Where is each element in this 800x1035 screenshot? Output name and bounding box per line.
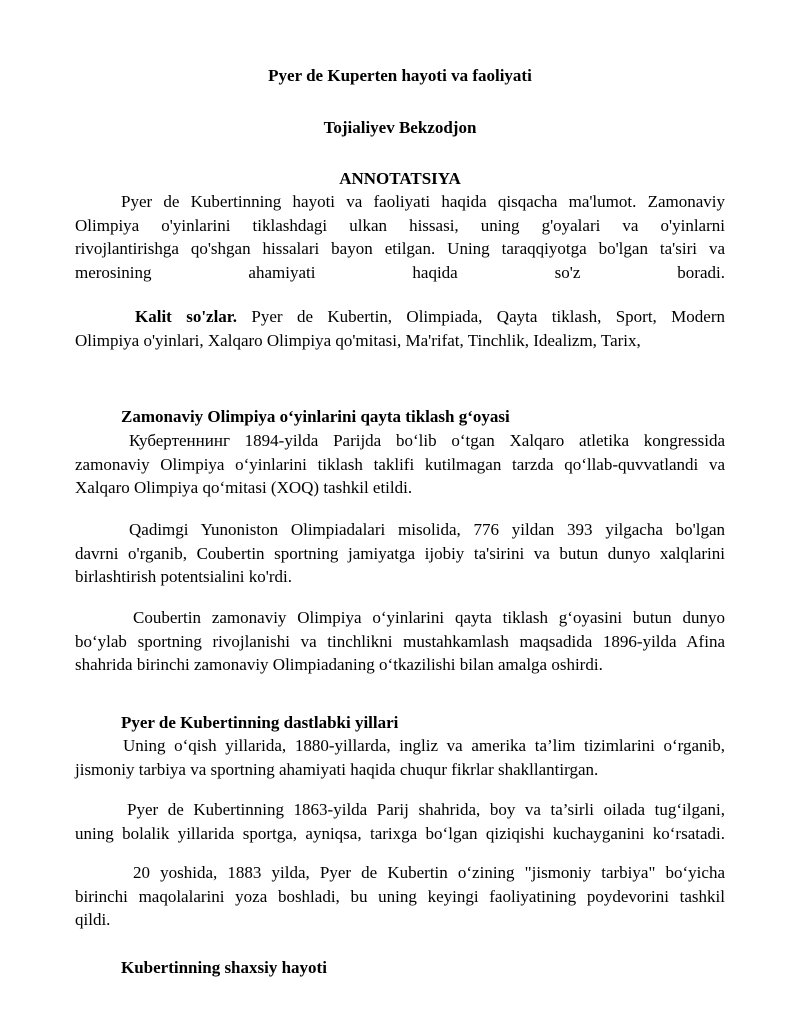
paragraph-line: birinchi maqolalarini yoza boshladi, bu uning keyingi faoliyatining poydevorini tashkil (75, 886, 725, 906)
section2-paragraph-2 (75, 798, 725, 845)
annotation-heading: ANNOTATSIYA (339, 169, 461, 188)
section1-paragraph-1 (75, 429, 725, 500)
section-heading-early-years: Pyer de Kubertinning dastlabki yillari (121, 713, 399, 732)
section2-paragraph-3 (75, 861, 725, 932)
paragraph-line: bo‘ylab sportning rivojlanishi va tinchlikni mustahkamlash maqsadida 1896-yilda Afina (75, 631, 725, 651)
paragraph-line: Qadimgi Yunoniston Olimpiadalari misolida, 776 yildan 393 yilgacha bo'lgan (129, 520, 725, 539)
paragraph-line: Xalqaro Olimpiya qo‘mitasi (XOQ) tashkil etildi. (75, 478, 413, 497)
annotation-line: Pyer de Kubertinning hayoti va faoliyati haqida qisqacha ma'lumot. Zamonaviy (121, 192, 725, 211)
section1-paragraph-2 (75, 518, 725, 589)
annotation-line: rivojlantirishga qo'shgan hissalari bayon etilgan. Uning taraqqiyotga bo'lgan ta'siri va (75, 239, 725, 258)
section-heading-olympic-revival: Zamonaviy Olimpiya o‘yinlarini qayta tiklash g‘oyasi (121, 407, 510, 426)
keywords-label: Kalit so'zlar. (135, 307, 238, 326)
section2-paragraph-1 (75, 734, 725, 781)
paragraph-line: birlashtirish potentsialini ko'rdi. (75, 567, 292, 586)
paragraph-line: Uning o‘qish yillarida, 1880-yillarda, ingliz va amerika ta’lim tizimlarini o‘rganib, (123, 736, 725, 755)
paragraph-line: Coubertin zamonaviy Olimpiya o‘yinlarini qayta tiklash g‘oyasini butun dunyo (133, 608, 725, 627)
paragraph-line: Pyer de Kubertinning 1863-yilda Parij shahrida, boy va ta’sirli oilada tug‘ilgani, (127, 800, 725, 819)
paragraph-line: uning bolalik yillarida sportga, ayniqsa, tarixga bo‘lgan qiziqishi kuchayganini ko‘rsatadi. (75, 823, 725, 843)
paragraph-line: 20 yoshida, 1883 yilda, Pyer de Kubertin o‘zining "jismoniy tarbiya" bo‘yicha (133, 863, 725, 882)
paragraph-line: davrni o'rganib, Coubertin sportning jamiyatga ijobiy ta'sirini va butun dunyo xalqlarini (75, 543, 725, 563)
paragraph-line: zamonaviy Olimpiya o‘yinlarini tiklash taklifi kutilmagan tarzda qo‘llab-quvvatlandi va (75, 454, 725, 474)
document-title: Pyer de Kuperten hayoti va faoliyati (268, 66, 532, 85)
keywords-line (75, 305, 725, 329)
section1-paragraph-3 (75, 606, 725, 677)
paragraph-line: jismoniy tarbiya va sportning ahamiyati haqida chuqur fikrlar shakllantirgan. (75, 759, 599, 779)
keywords-text: Pyer de Kubertin, Olimpiada, Qayta tiklash, Sport, Modern (251, 307, 725, 326)
annotation-paragraph (75, 190, 725, 284)
paragraph-line: shahrida birinchi zamonaviy Olimpiadaning o‘tkazilishi bilan amalga oshirdi. (75, 655, 603, 674)
author-name: Tojialiyev Bekzodjon (323, 118, 477, 137)
paragraph-line: qildi. (75, 910, 111, 929)
paragraph-line: Кубертеннинг 1894-yilda Parijda bo‘lib o‘tgan Xalqaro atletika kongressida (129, 431, 725, 450)
keywords-line: Olimpiya o'yinlari, Xalqaro Olimpiya qo'mitasi, Ma'rifat, Tinchlik, Idealizm, Tarix, (75, 330, 641, 350)
annotation-line: merosining ahamiyati haqida so'z boradi. (75, 262, 725, 282)
annotation-line: Olimpiya o'yinlarini tiklashdagi ulkan hissasi, uning g'oyalari va o'yinlarni (75, 215, 725, 235)
section-heading-personal-life: Kubertinning shaxsiy hayoti (121, 958, 327, 977)
keywords-paragraph (75, 305, 725, 352)
